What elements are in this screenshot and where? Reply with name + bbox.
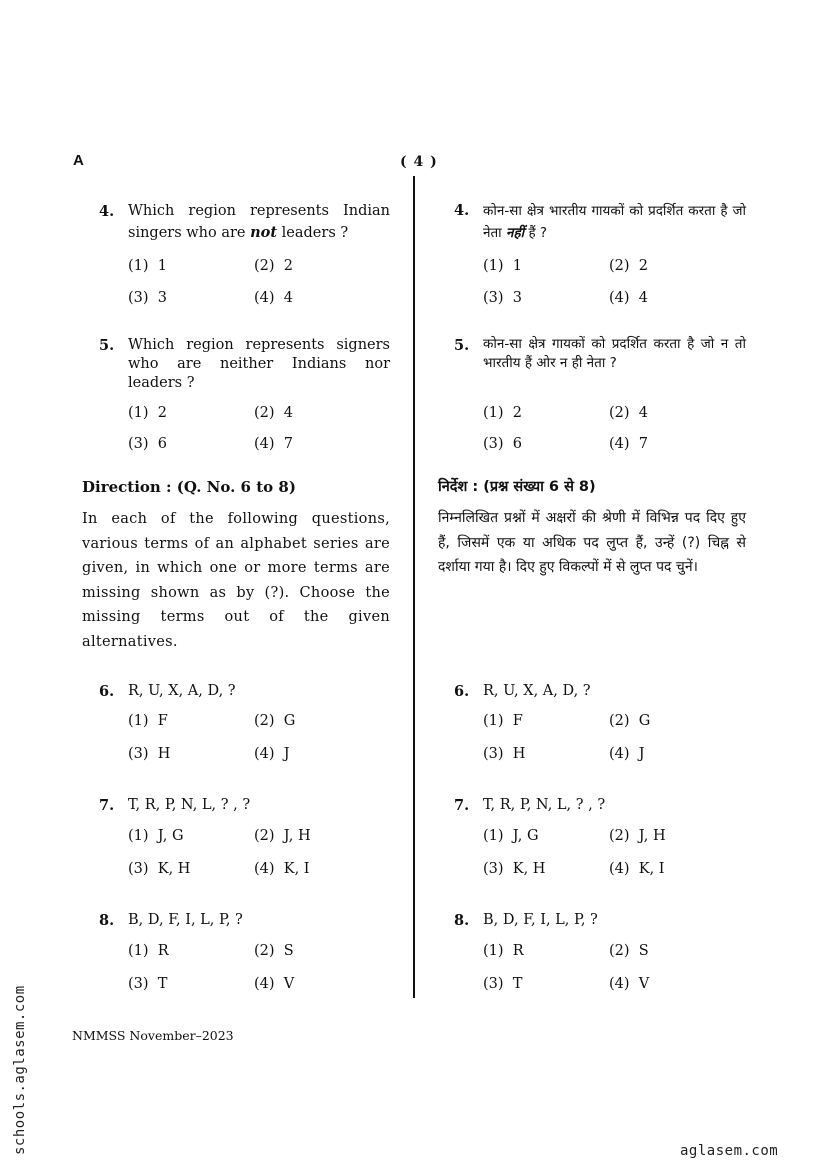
- option-3: (3) K, H: [483, 861, 546, 877]
- question-text: B, D, F, I, L, P, ?: [483, 912, 598, 928]
- option-4: (4) V: [254, 976, 295, 992]
- question-text: Which region represents Indian singers who are not leaders ?: [128, 203, 390, 241]
- option-1: (1) R: [128, 943, 169, 959]
- question-number: 5.: [99, 337, 115, 354]
- question-text: Which region represents signers who are neither Indians nor leaders ?: [128, 337, 390, 391]
- set-label: A: [73, 152, 84, 169]
- option-1: (1) F: [483, 713, 523, 729]
- option-1: (1) 1: [128, 258, 167, 274]
- column-divider: [413, 176, 415, 998]
- option-1: (1) 2: [128, 405, 167, 421]
- option-2: (2) G: [609, 713, 651, 729]
- direction-text-en: In each of the following questions, various terms of an alphabet series are given, in which one or more terms are missing shown as by (?). Choose the missing terms out of the given alternatives.: [82, 511, 390, 650]
- side-watermark: schools.aglasem.com: [12, 985, 28, 1155]
- option-2: (2) S: [254, 943, 294, 959]
- question-number: 6.: [99, 683, 115, 700]
- option-3: (3) 6: [483, 436, 522, 452]
- page-number: ( 4 ): [400, 154, 438, 170]
- question-number: 6.: [454, 683, 470, 700]
- option-1: (1) 2: [483, 405, 522, 421]
- option-2: (2) 2: [609, 258, 648, 274]
- option-2: (2) 4: [254, 405, 293, 421]
- option-4: (4) V: [609, 976, 650, 992]
- question-text: B, D, F, I, L, P, ?: [128, 912, 243, 928]
- option-3: (3) H: [483, 746, 526, 762]
- option-4: (4) K, I: [609, 861, 665, 877]
- option-4: (4) 4: [254, 290, 293, 306]
- option-3: (3) 3: [483, 290, 522, 306]
- question-text: T, R, P, N, L, ? , ?: [483, 797, 606, 813]
- option-2: (2) J, H: [254, 828, 311, 844]
- option-2: (2) 2: [254, 258, 293, 274]
- question-number: 4.: [99, 203, 115, 220]
- option-3: (3) T: [483, 976, 523, 992]
- question-text: कोन-सा क्षेत्र भारतीय गायकों को प्रदर्शित करता है जो नेता नहीं हैं ?: [483, 203, 746, 241]
- question-number: 7.: [99, 797, 115, 814]
- option-4: (4) 7: [609, 436, 648, 452]
- option-1: (1) 1: [483, 258, 522, 274]
- question-text: R, U, X, A, D, ?: [128, 683, 236, 699]
- option-4: (4) 7: [254, 436, 293, 452]
- question-number: 4.: [454, 202, 470, 219]
- option-1: (1) F: [128, 713, 168, 729]
- option-2: (2) 4: [609, 405, 648, 421]
- option-1: (1) R: [483, 943, 524, 959]
- option-2: (2) J, H: [609, 828, 666, 844]
- footer-exam-name: NMMSS November–2023: [72, 1028, 234, 1043]
- option-3: (3) 3: [128, 290, 167, 306]
- question-number: 7.: [454, 797, 470, 814]
- direction-title-en: Direction : (Q. No. 6 to 8): [82, 478, 296, 496]
- question-number: 8.: [454, 912, 470, 929]
- option-3: (3) H: [128, 746, 171, 762]
- option-1: (1) J, G: [128, 828, 184, 844]
- direction-text-hi: निम्नलिखित प्रश्नों में अक्षरों की श्रेणी में विभिन्न पद दिए हुए हैं, जिसमें एक या अधिक पद लुप्त हैं, उन्हें (?) चिह्न से दर्शाया गया है। दिए हुए विकल्पों में से लुप्त पद चुनें।: [438, 510, 746, 575]
- option-4: (4) J: [609, 746, 645, 762]
- option-4: (4) J: [254, 746, 290, 762]
- option-4: (4) 4: [609, 290, 648, 306]
- option-3: (3) 6: [128, 436, 167, 452]
- option-2: (2) G: [254, 713, 296, 729]
- bottom-watermark: aglasem.com: [680, 1143, 779, 1159]
- question-text: कोन-सा क्षेत्र गायकों को प्रदर्शित करता है जो न तो भारतीय हैं ओर न ही नेता ?: [483, 336, 746, 371]
- question-number: 5.: [454, 337, 470, 354]
- direction-title-hi: निर्देश : (प्रश्न संख्या 6 से 8): [438, 479, 596, 495]
- option-3: (3) K, H: [128, 861, 191, 877]
- question-text: R, U, X, A, D, ?: [483, 683, 591, 699]
- option-1: (1) J, G: [483, 828, 539, 844]
- question-number: 8.: [99, 912, 115, 929]
- question-text: T, R, P, N, L, ? , ?: [128, 797, 251, 813]
- option-2: (2) S: [609, 943, 649, 959]
- option-4: (4) K, I: [254, 861, 310, 877]
- option-3: (3) T: [128, 976, 168, 992]
